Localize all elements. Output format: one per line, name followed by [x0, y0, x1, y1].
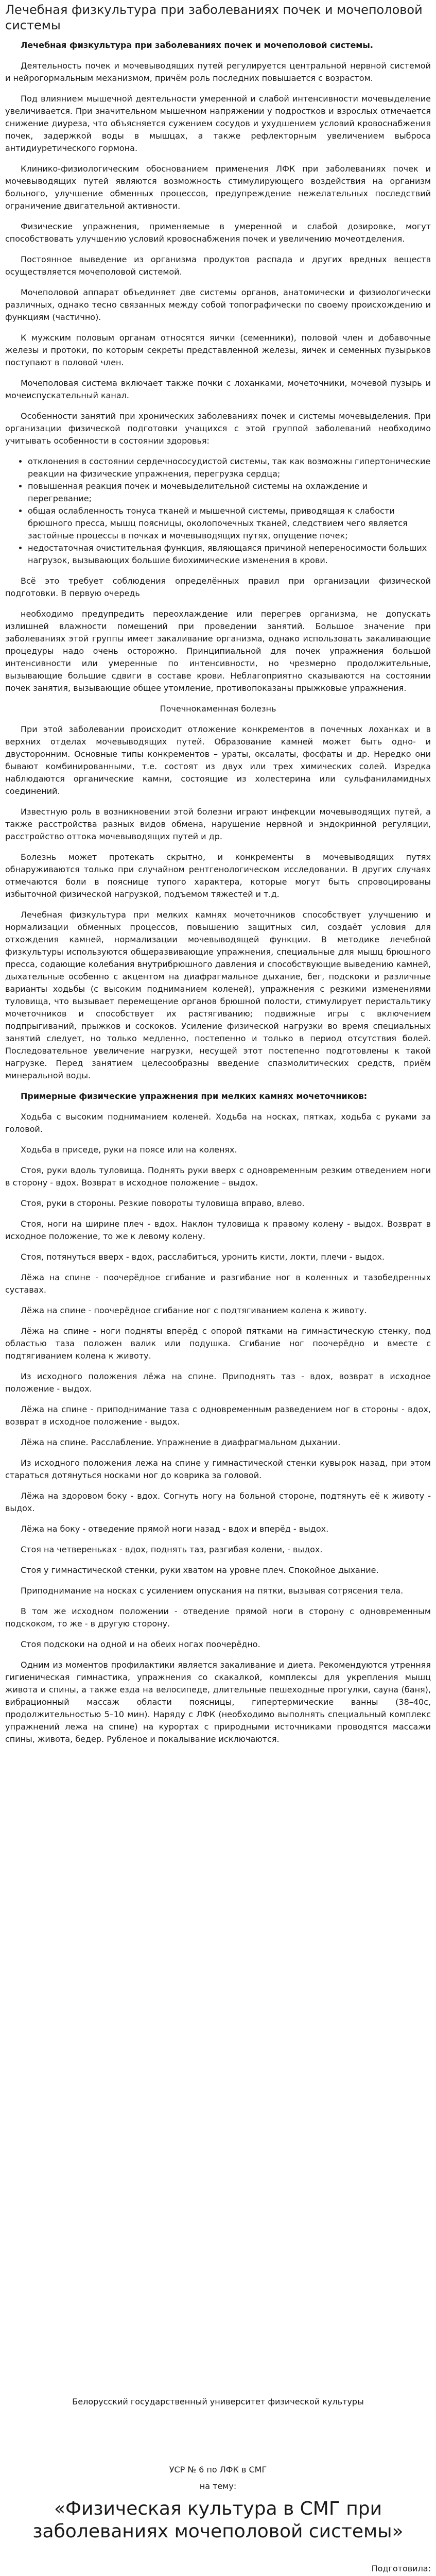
paragraph: Ходьба с высоким подниманием коленей. Ходьба на носках, пятках, ходьба с руками за головой. — [5, 1112, 431, 1134]
assignment-line: УСР № 6 по ЛФК в СМГ — [169, 2465, 267, 2475]
list-item: • отклонения в состоянии сердечнососудистой системы, так как возможны гипертонические реакции на физические упражнения, перегрузка сердца; — [28, 455, 431, 480]
exercises-heading: Примерные физические упражнения при мелких камнях мочеточников: — [21, 1091, 368, 1101]
paragraph: необходимо предупредить переохлаждение или перегрев организма, не допускать излишней влажности помещений при проведении занятий. Большое значение при заболеваниях этой группы имеет закаливание организма, однако использовать закаливающие процедуры надо очень осторожно. Принципиальной для почек упражнения большой интенсивности или умеренные по интенсивности, но чрезмерно продолжительные, вызывающие большие сдвиги в составе крови. Неблагоприятно сказываются на состоянии почек занятия, вызывающие общее утомление, противопоказаны прыжковые упражнения. — [5, 609, 431, 693]
paragraph: Лёжа на спине - ноги подняты вперёд с опорой пятками на гимнастическую стенку, под областью таза положен валик или подушка. Сгибание ног поочерёдно и вместе с подтягиванием колена к животу. — [5, 1326, 431, 1361]
paragraph: Стоя на четвереньках - вдох, поднять таз, разгибая колени, - выдох. — [21, 1545, 323, 1554]
document-title: Лечебная физкультура при заболеваниях почек и мочеполовой системы — [5, 3, 423, 32]
bullet-list — [5, 455, 431, 567]
paragraph: Приподнимание на носках с усилением опускания на пятки, вызывая сотрясения тела. — [21, 1586, 404, 1596]
subsection-title: Почечнокаменная болезнь — [160, 704, 276, 714]
main-title: «Физическая культура в СМГ при заболеваниях мочеполовой системы» — [32, 2498, 404, 2542]
paragraph: Всё это требует соблюдения определённых правил при организации физической подготовки. В первую очередь — [5, 576, 431, 598]
document-body — [5, 39, 431, 1745]
paragraph: В том же исходном положении - отведение прямой ноги в сторону с одновременным подскоком, то же - в другую сторону. — [5, 1606, 431, 1629]
paragraph: Стоя подскоки на одной и на обеих ногах поочерёдно. — [21, 1639, 260, 1649]
prepared-by-label: Подготовила: — [371, 2564, 431, 2573]
paragraph: Стоя у гимнастической стенки, руки хватом на уровне плеч. Спокойное дыхание. — [21, 1565, 379, 1575]
list-item: • недостаточная очистительная функция, являющаяся причиной непереносимости больших нагрузок, вызывающих большие биохимические изменения в крови. — [28, 542, 431, 567]
paragraph: Деятельность почек и мочевыводящих путей регулируется центральной нервной системой и нейрогормальным механизмом, причём роль последних повышается с возрастом. — [5, 61, 431, 83]
paragraph: Лёжа на спине - приподнимание таза с одновременным разведением ног в стороны - вдох, возврат в исходное положение - выдох. — [5, 1404, 431, 1427]
paragraph: Одним из моментов профилактики является закаливание и диета. Рекомендуются утренняя гигиеническая гимнастика, упражнения со скакалкой, комплексы для укрепления мышц живота и спины, а также езда на велосипеде, длительные пешеходные прогулки, сауна (баня), вибрационный массаж области поясницы, гипертермические ванны (38–40с, продолжительностью 5–10 мин). Наряду с ЛФК (необходимо выполнять специальный комплекс упражнений лежа на спине) на курортах с природными источниками проводятся массажи спины, живота, бедер. Рубленое и покалывание исключаются. — [5, 1660, 431, 1744]
section-heading: Лечебная физкультура при заболеваниях почек и мочеполовой системы. — [21, 40, 373, 50]
paragraph: Особенности занятий при хронических заболеваниях почек и системы мочевыделения. При организации физической подготовки учащихся с этой группой заболеваний необходимо учитывать особенности в состоянии здоровья: — [5, 411, 431, 446]
paragraph: Лёжа на боку - отведение прямой ноги назад - вдох и вперёд - выдох. — [21, 1524, 329, 1534]
paragraph: Мочеполовая система включает также почки с лоханками, мочеточники, мочевой пузырь и мочеиспускательный канал. — [5, 378, 431, 400]
paragraph: Стоя, ноги на ширине плеч - вдох. Наклон туловища к правому колену - выдох. Возврат в исходное положение, то же к левому колену. — [5, 1219, 431, 1241]
paragraph: Стоя, потянуться вверх - вдох, расслабиться, уронить кисти, локти, плечи - выдох. — [21, 1252, 385, 1262]
paragraph: Мочеполовой аппарат объединяет две системы органов, анатомически и физиологически различных, однако тесно связанных между собой топографически по своему происхождению и функциям (частично). — [5, 287, 431, 322]
topic-label: на тему: — [199, 2481, 237, 2491]
paragraph: Лечебная физкультура при мелких камнях мочеточников способствует улучшению и нормализации обменных процессов, повышению защитных сил, создаёт условия для отхождения камней, нормализации мочевыводящей функции. В методике лечебной физкультуры используются общеразвивающие упражнения, специальные для мышц брюшного пресса, содающие колебания внутрибрюшного давления и способствующие выведению камней, дыхательные особенно с акцентом на диафрагмальное дыхание, бег, подскоки и различные варианты ходьбы (с высоким подниманием коленей), упражнения с резкими изменениями туловища, что вызывает перемещение органов брюшной полости, стимулирует перистальтику мочеточников и способствует их растягиванию; подвижные игры с включением подпрыгиваний, прыжков и соскоков. Усиление физической нагрузки во время специальных занятий следует, но только медленно, постепенно и только в период отсутствия болей. Последовательное увеличение нагрузки, несущей этот постепенно подготовлены к такой нагрузке. Перед занятием целесообразны введение спазмолитических средств, приём минеральной воды. — [5, 910, 431, 1080]
paragraph: Физические упражнения, применяемые в умеренной и слабой дозировке, могут способствовать улучшению условий кровоснабжения почек и увеличению мочеотделения. — [5, 222, 431, 244]
paragraph: Лёжа на спине. Расслабление. Упражнение в диафрагмальном дыхании. — [21, 1437, 341, 1447]
paragraph: Лёжа на спине - поочерёдное сгибание и разгибание ног в коленных и тазобедренных суставах. — [5, 1273, 431, 1295]
list-item: • повышенная реакция почек и мочевыделительной системы на охлаждение и перегревание; — [28, 480, 431, 505]
paragraph: Ходьба в приседе, руки на поясе или на коленях. — [21, 1145, 237, 1155]
list-item: • общая ослабленность тонуса тканей и мышечной системы, приводящая к слабости брюшного пресса, мышц поясницы, околопочечных тканей, следствием чего является застойные процессы в почках и мочевыводящих путях, опущение почек; — [28, 505, 431, 542]
paragraph: Под влиянием мышечной деятельности умеренной и слабой интенсивности мочевыделение увеличивается. При значительном мышечном напряжении у подростков и взрослых отмечается снижение диуреза, что объясняется сужением сосудов и ухудшением условий кровоснабжения почек, задержкой воды в мышцах, а также рефлекторным увеличением выброса антидиуретического гормона. — [5, 94, 431, 153]
paragraph: При этой заболевании происходит отложение конкрементов в почечных лоханках и в верхних отделах мочевыводящих путей. Образование камней может быть одно- и двусторонним. Основные типы конкрементов – ураты, оксалаты, фосфаты и др. Нередко они бывают комбинированными, т.е. состоят из двух или трех химических солей. Изредка наблюдаются органические камни, состоящие из холестерина или сульфаниламидных соединений. — [5, 724, 431, 796]
paragraph: Клинико-физиологическим обоснованием применения ЛФК при заболеваниях почек и мочевыводящих путей являются возможность стимулирующего воздействия на организм больного, улучшение обменных процессов, предупреждение нежелательных последствий ограничение двигательной активности. — [5, 164, 431, 211]
paragraph: Лёжа на здоровом боку - вдох. Согнуть ногу на больной стороне, подтянуть её к животу - выдох. — [5, 1491, 431, 1513]
paragraph: Постоянное выведение из организма продуктов распада и других вредных веществ осуществляется мочеполовой системой. — [5, 255, 431, 277]
university-name: Белорусский государственный университет физической культуры — [72, 2397, 364, 2406]
paragraph: К мужским половым органам относятся яички (семенники), половой член и добавочные железы и протоки, по которым секреты представленной железы, яичек и семенных пузырьков поступают в половой член. — [5, 333, 431, 367]
paragraph: Из исходного положения лежа на спине у гимнастической стенки кувырок назад, при этом стараться дотянуться носками ног до коврика за головой. — [5, 1458, 431, 1480]
paragraph: Стоя, руки в стороны. Резкие повороты туловища вправо, влево. — [21, 1198, 305, 1208]
paragraph: Лёжа на спине - поочерёдное сгибание ног с подтягиванием колена к животу. — [21, 1306, 367, 1315]
paragraph: Известную роль в возникновении этой болезни играют инфекции мочевыводящих путей, а также расстройства разных видов обмена, нарушение нервной и эндокринной регуляции, расстройство оттока мочевыводящих путей и др. — [5, 807, 431, 841]
paragraph: Из исходного положения лёжа на спине. Приподнять таз - вдох, возврат в исходное положение - выдох. — [5, 1371, 431, 1394]
paragraph: Болезнь может протекать скрытно, и конкременты в мочевыводящих путях обнаруживаются только при случайном рентгенологическом исследовании. В других случаях отмечаются боли в пояснице тупого характера, которые могут быть спровоцированы избыточной физической нагрузкой, подъемом тяжестей и т.д. — [5, 852, 431, 899]
paragraph: Стоя, руки вдоль туловища. Поднять руки вверх с одновременным резким отведением ноги в сторону - вдох. Возврат в исходное положение – выдох. — [5, 1165, 431, 1188]
